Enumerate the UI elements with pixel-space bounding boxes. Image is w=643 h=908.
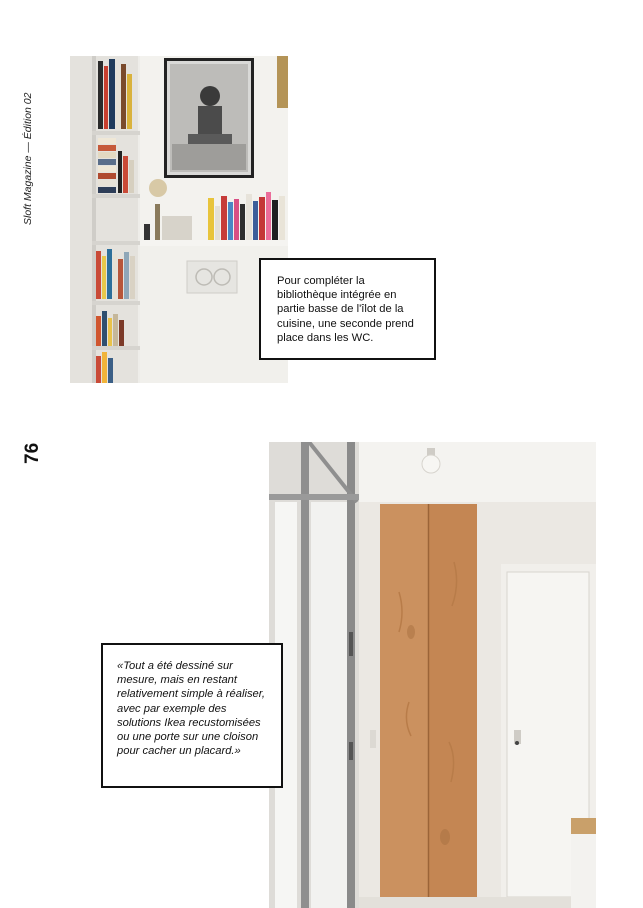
caption-bookshelf — [259, 258, 436, 360]
page-number-text: 76 — [22, 442, 43, 464]
caption-bookshelf-text: Pour compléter la bibliothèque intégrée en partie basse de l'îlot de la cuisine, une seconde prend place dans les WC. — [277, 275, 414, 344]
bookshelf-photo-illustration — [70, 56, 288, 383]
hallway-photo-illustration — [269, 442, 596, 908]
photo-hallway — [269, 442, 596, 908]
photo-bookshelf — [70, 56, 288, 383]
running-head — [18, 55, 42, 225]
page-number — [18, 438, 48, 468]
caption-quote-text: «Tout a été dessiné sur mesure, mais en restant relativement simple à réaliser, avec par exemple des solutions Ikea recustomisées ou une porte sur une cloison pour cacher un placard.» — [117, 660, 265, 758]
caption-quote — [101, 643, 283, 788]
running-head-text: Sloft Magazine — Édition 02 — [22, 92, 34, 225]
